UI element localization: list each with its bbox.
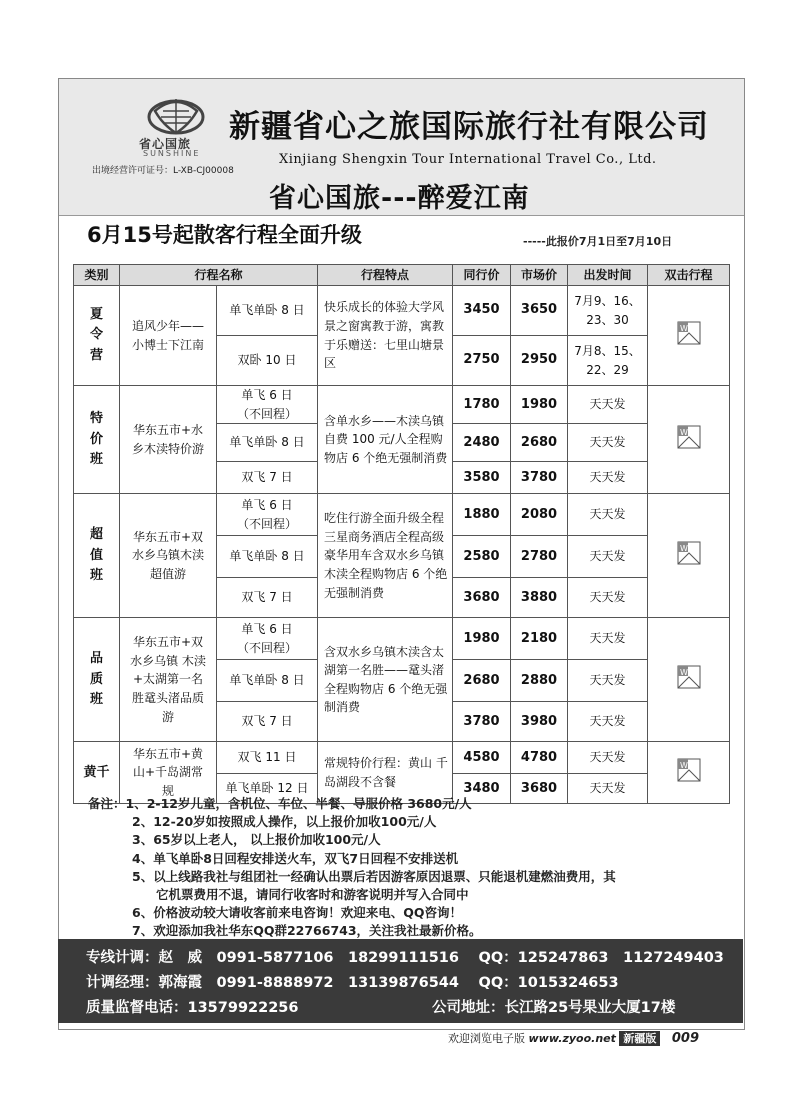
company-name-en: Xinjiang Shengxin Tour International Travel Co., Ltd. (279, 152, 657, 167)
col-header-itinerary: 双击行程 (648, 265, 730, 286)
header (59, 79, 744, 247)
contact-line-1: 专线计调：赵 威 0991-5877106 18299111516 QQ：125247863 1127249403 (86, 950, 724, 966)
transport-cell: 双飞 7 日 (217, 462, 318, 494)
departure-cell: 天天发 (568, 774, 648, 804)
departure-cell: 天天发 (568, 386, 648, 424)
col-header-route: 行程名称 (120, 265, 318, 286)
market-price-cell: 2680 (511, 424, 568, 462)
transport-cell: 双飞 7 日 (217, 702, 318, 742)
itinerary-doc-cell[interactable] (648, 286, 730, 386)
transport-cell: 单飞单卧 12 日 (217, 774, 318, 804)
route-name-cell: 华东五市+水乡木渎特价游 (120, 386, 217, 494)
category-cell: 夏令营 (74, 286, 120, 386)
peer-price-cell: 3780 (453, 702, 511, 742)
peer-price-cell: 3680 (453, 578, 511, 618)
peer-price-cell: 4580 (453, 742, 511, 774)
svg-text:W: W (679, 667, 688, 677)
svg-text:W: W (679, 323, 688, 333)
departure-cell: 7月9、16、23、30 (568, 286, 648, 336)
edition-badge: 新疆版 (619, 1031, 660, 1046)
market-price-cell: 2950 (511, 336, 568, 386)
col-header-market-price: 市场价 (511, 265, 568, 286)
route-name-cell: 追风少年——小博士下江南 (120, 286, 217, 386)
itinerary-doc-cell[interactable] (648, 494, 730, 618)
note-line: 备注：1、2-12岁儿童，含机位、车位、半餐、导服价格 3680元/人 (88, 796, 472, 811)
note-line: 4、单飞单卧8日回程安排送火车，双飞7日回程不安排送机 (132, 850, 459, 866)
route-name-cell: 华东五市+黄山+千岛湖常规 (120, 742, 217, 804)
departure-cell: 天天发 (568, 618, 648, 660)
note-line: 3、65岁以上老人， 以上报价加收100元/人 (132, 832, 381, 848)
word-document-icon[interactable] (675, 539, 703, 567)
note-line: 它机票费用不退，请同行收客时和游客说明并写入合同中 (156, 887, 469, 903)
transport-cell: 单飞单卧 8 日 (217, 536, 318, 578)
peer-price-cell: 3580 (453, 462, 511, 494)
note-line: 6、价格波动较大请收客前来电咨询！欢迎来电、QQ咨询！ (132, 905, 462, 921)
market-price-cell: 3650 (511, 286, 568, 336)
route-name-cell: 华东五市+双水乡乌镇 木渎+太湖第一名胜鼋头渚品质游 (120, 618, 217, 742)
departure-cell: 天天发 (568, 424, 648, 462)
departure-cell: 天天发 (568, 702, 648, 742)
transport-cell: 单飞单卧 8 日 (217, 660, 318, 702)
company-name: 新疆省心之旅国际旅行社有限公司 (229, 109, 709, 145)
license-number: 出境经营许可证号：L-XB-CJ00008 (92, 166, 234, 176)
word-document-icon[interactable] (675, 319, 703, 347)
footer-text: 欢迎浏览电子版 (448, 1032, 525, 1045)
departure-cell: 天天发 (568, 578, 648, 618)
col-header-peer-price: 同行价 (453, 265, 511, 286)
peer-price-cell: 3450 (453, 286, 511, 336)
col-header-category: 类别 (74, 265, 120, 286)
word-document-icon[interactable] (675, 756, 703, 784)
col-header-departure: 出发时间 (568, 265, 648, 286)
itinerary-doc-cell[interactable] (648, 618, 730, 742)
word-document-icon[interactable] (675, 663, 703, 691)
col-header-feature: 行程特点 (318, 265, 453, 286)
word-document-icon[interactable] (675, 423, 703, 451)
market-price-cell: 1980 (511, 386, 568, 424)
departure-cell: 天天发 (568, 462, 648, 494)
market-price-cell: 3680 (511, 774, 568, 804)
contact-bar (58, 939, 743, 1023)
contact-line-3-right: 公司地址：长江路25号果业大厦17楼 (432, 1000, 676, 1016)
itinerary-doc-cell[interactable] (648, 742, 730, 804)
logo-en-text: SUNSHINE (143, 149, 201, 158)
transport-cell: 双飞 11 日 (217, 742, 318, 774)
departure-cell: 天天发 (568, 536, 648, 578)
departure-cell: 7月8、15、22、29 (568, 336, 648, 386)
peer-price-cell: 3480 (453, 774, 511, 804)
svg-text:W: W (679, 543, 688, 553)
table-row (74, 618, 730, 660)
itinerary-doc-cell[interactable] (648, 386, 730, 494)
table-row (74, 742, 730, 774)
table-row (74, 494, 730, 536)
peer-price-cell: 1980 (453, 618, 511, 660)
transport-cell: 双卧 10 日 (217, 336, 318, 386)
transport-cell: 单飞单卧 8 日 (217, 286, 318, 336)
departure-cell: 天天发 (568, 494, 648, 536)
table-row (74, 386, 730, 424)
upgrade-headline: 6月15号起散客行程全面升级 (87, 223, 362, 247)
peer-price-cell: 2680 (453, 660, 511, 702)
page-number: 009 (671, 1031, 700, 1046)
market-price-cell: 2880 (511, 660, 568, 702)
svg-text:W: W (679, 427, 688, 437)
market-price-cell: 2080 (511, 494, 568, 536)
feature-cell: 常规特价行程：黄山 千岛湖段不含餐 (318, 742, 453, 804)
contact-line-3-left: 质量监督电话：13579922256 (86, 1000, 299, 1016)
feature-cell: 吃住行游全面升级全程三星商务酒店全程高级豪华用车含双水乡乌镇木渎全程购物店 6 个绝无强制消费 (318, 494, 453, 618)
feature-cell: 含单水乡——木渎乌镇自费 100 元/人全程购物店 6 个绝无强制消费 (318, 386, 453, 494)
transport-cell: 单飞 6 日（不回程） (217, 618, 318, 660)
peer-price-cell: 2750 (453, 336, 511, 386)
slogan: 省心国旅---醉爱江南 (269, 183, 530, 214)
note-line: 5、以上线路我社与组团社一经确认出票后若因游客原因退票、只能退机建燃油费用，其 (132, 868, 616, 884)
route-table (73, 264, 730, 804)
transport-cell: 双飞 7 日 (217, 578, 318, 618)
market-price-cell: 3880 (511, 578, 568, 618)
category-cell: 特价班 (74, 386, 120, 494)
table-row (74, 286, 730, 336)
market-price-cell: 4780 (511, 742, 568, 774)
market-price-cell: 2180 (511, 618, 568, 660)
market-price-cell: 2780 (511, 536, 568, 578)
peer-price-cell: 2480 (453, 424, 511, 462)
transport-cell: 单飞 6 日（不回程） (217, 494, 318, 536)
peer-price-cell: 1780 (453, 386, 511, 424)
footer-url[interactable]: www.zyoo.net (528, 1032, 616, 1045)
route-name-cell: 华东五市+双水乡乌镇木渎超值游 (120, 494, 217, 618)
transport-cell: 单飞 6 日（不回程） (217, 386, 318, 424)
category-cell: 品质班 (74, 618, 120, 742)
notes-section (88, 795, 616, 941)
table-header-row (74, 265, 730, 286)
peer-price-cell: 1880 (453, 494, 511, 536)
feature-cell: 含双水乡乌镇木渎含太湖第一名胜——鼋头渚全程购物店 6 个绝无强制消费 (318, 618, 453, 742)
transport-cell: 单飞单卧 8 日 (217, 424, 318, 462)
note-line: 2、12-20岁如按照成人操作，以上报价加收100元/人 (132, 814, 437, 830)
contact-line-2: 计调经理：郭海霞 0991-8888972 13139876544 QQ：1015324653 (86, 975, 619, 991)
departure-cell: 天天发 (568, 660, 648, 702)
category-cell: 超值班 (74, 494, 120, 618)
footer (448, 1030, 699, 1046)
price-validity: -----此报价7月1日至7月10日 (523, 235, 673, 248)
logo-text: 省心国旅 (139, 137, 192, 151)
feature-cell: 快乐成长的体验大学风景之窗寓教于游，寓教于乐赠送：七里山塘景区 (318, 286, 453, 386)
svg-text:W: W (679, 760, 688, 770)
peer-price-cell: 2580 (453, 536, 511, 578)
market-price-cell: 3980 (511, 702, 568, 742)
departure-cell: 天天发 (568, 742, 648, 774)
market-price-cell: 3780 (511, 462, 568, 494)
note-line: 7、欢迎添加我社华东QQ群22766743，关注我社最新价格。 (132, 923, 482, 939)
category-cell: 黄千 (74, 742, 120, 804)
